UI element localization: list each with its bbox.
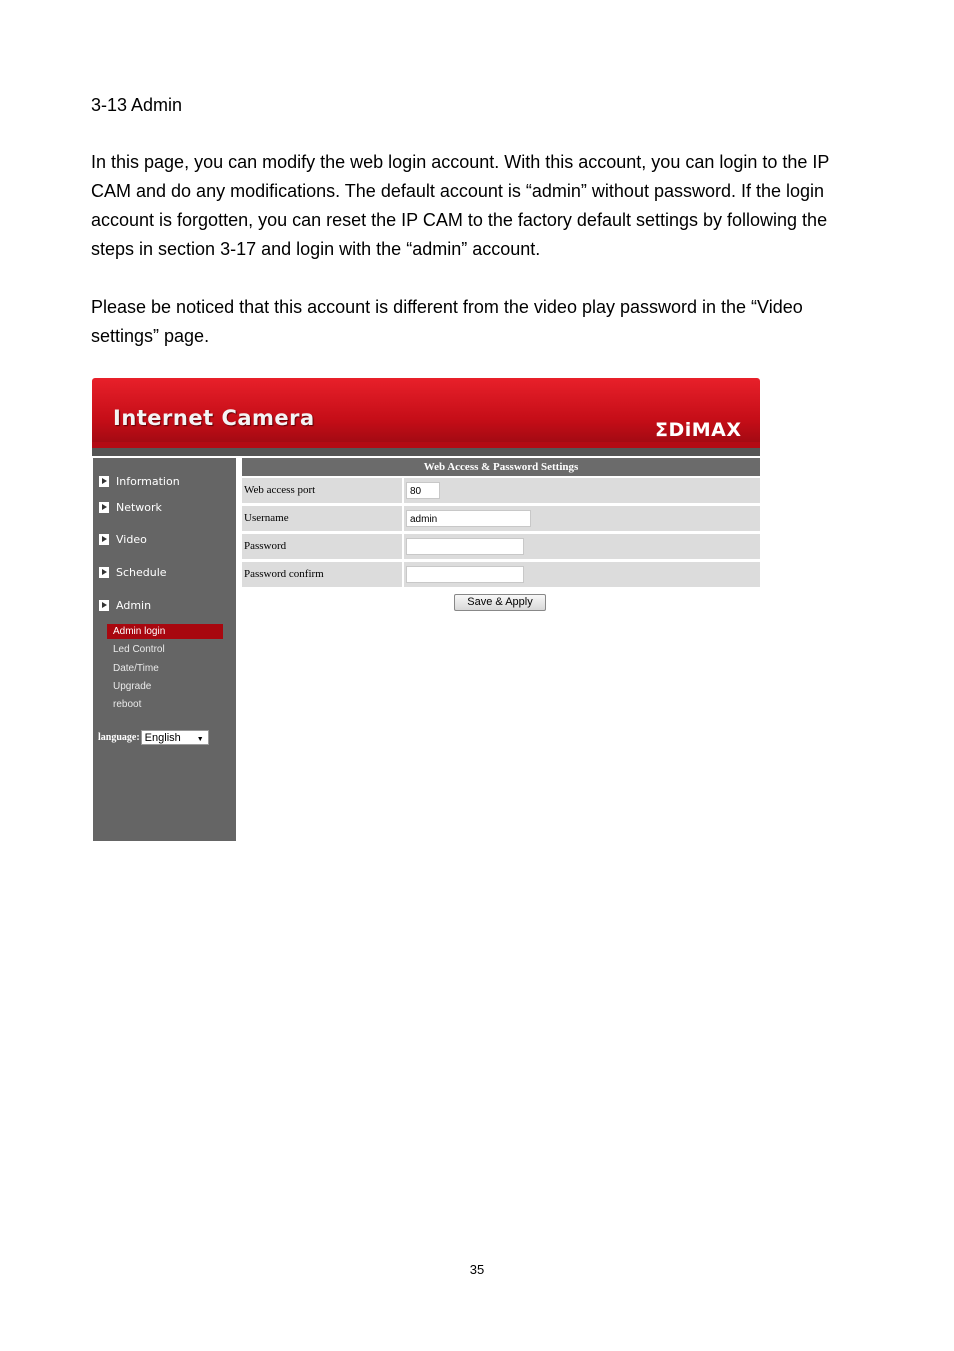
admin-settings-screenshot xyxy=(92,378,760,841)
banner-title: Internet Camera xyxy=(113,406,315,430)
nav-label: Admin xyxy=(116,598,152,612)
nav-label: Schedule xyxy=(116,565,167,579)
language-value: English xyxy=(144,732,181,744)
subnav-upgrade[interactable]: Upgrade xyxy=(113,681,152,692)
sidebar xyxy=(93,458,236,841)
form-row-password-confirm xyxy=(242,562,760,587)
field-cell xyxy=(404,506,760,531)
nav-label: Network xyxy=(116,500,162,514)
field-cell xyxy=(404,562,760,587)
subnav-reboot[interactable]: reboot xyxy=(113,699,142,710)
save-apply-button[interactable]: Save & Apply xyxy=(454,594,546,611)
arrow-icon xyxy=(99,567,109,578)
section-heading: 3-13 Admin xyxy=(91,95,183,115)
language-label: language: xyxy=(98,732,140,743)
nav-item-video[interactable] xyxy=(99,531,147,547)
arrow-icon xyxy=(99,600,109,611)
note-paragraph: Please be noticed that this account is different from the video play password in the “Video settings” page. xyxy=(91,297,803,346)
language-row xyxy=(98,730,209,745)
arrow-icon xyxy=(99,476,109,487)
web-access-port-input[interactable]: 80 xyxy=(406,482,440,499)
form-row-web-access-port xyxy=(242,478,760,503)
field-cell xyxy=(404,534,760,559)
arrow-icon xyxy=(99,534,109,545)
form-title: Web Access & Password Settings xyxy=(242,458,760,476)
field-cell xyxy=(404,478,760,503)
arrow-icon xyxy=(99,502,109,513)
field-label: Web access port xyxy=(242,478,402,503)
username-input[interactable]: admin xyxy=(406,510,531,527)
subnav-admin-login[interactable]: Admin login xyxy=(107,624,223,639)
language-select[interactable] xyxy=(141,730,209,745)
banner xyxy=(92,378,760,456)
intro-paragraph: In this page, you can modify the web login account. With this account, you can login to the IP CAM and do any modifications. The default account is “admin” without password. If the login account is forgotten, you can reset the IP CAM to the factory default settings by following the steps in section 3-17 and login with the “admin” account. xyxy=(91,152,830,259)
nav-item-information[interactable] xyxy=(99,473,180,489)
field-label: Password confirm xyxy=(242,562,402,587)
nav-item-admin[interactable] xyxy=(99,597,151,613)
page-number: 35 xyxy=(469,1262,485,1277)
nav-label: Information xyxy=(116,474,180,488)
subnav-led-control[interactable]: Led Control xyxy=(113,644,165,655)
password-input[interactable] xyxy=(406,538,524,555)
nav-item-network[interactable] xyxy=(99,499,162,515)
field-label: Password xyxy=(242,534,402,559)
form-row-password xyxy=(242,534,760,559)
nav-label: Video xyxy=(116,532,147,546)
subnav-date-time[interactable]: Date/Time xyxy=(113,663,159,674)
field-label: Username xyxy=(242,506,402,531)
nav-item-schedule[interactable] xyxy=(99,564,167,580)
brand-logo: ΣDiMAX xyxy=(655,419,742,441)
form-row-username xyxy=(242,506,760,531)
chevron-down-icon: ▼ xyxy=(196,736,204,743)
password-confirm-input[interactable] xyxy=(406,566,524,583)
banner-divider xyxy=(92,442,760,456)
